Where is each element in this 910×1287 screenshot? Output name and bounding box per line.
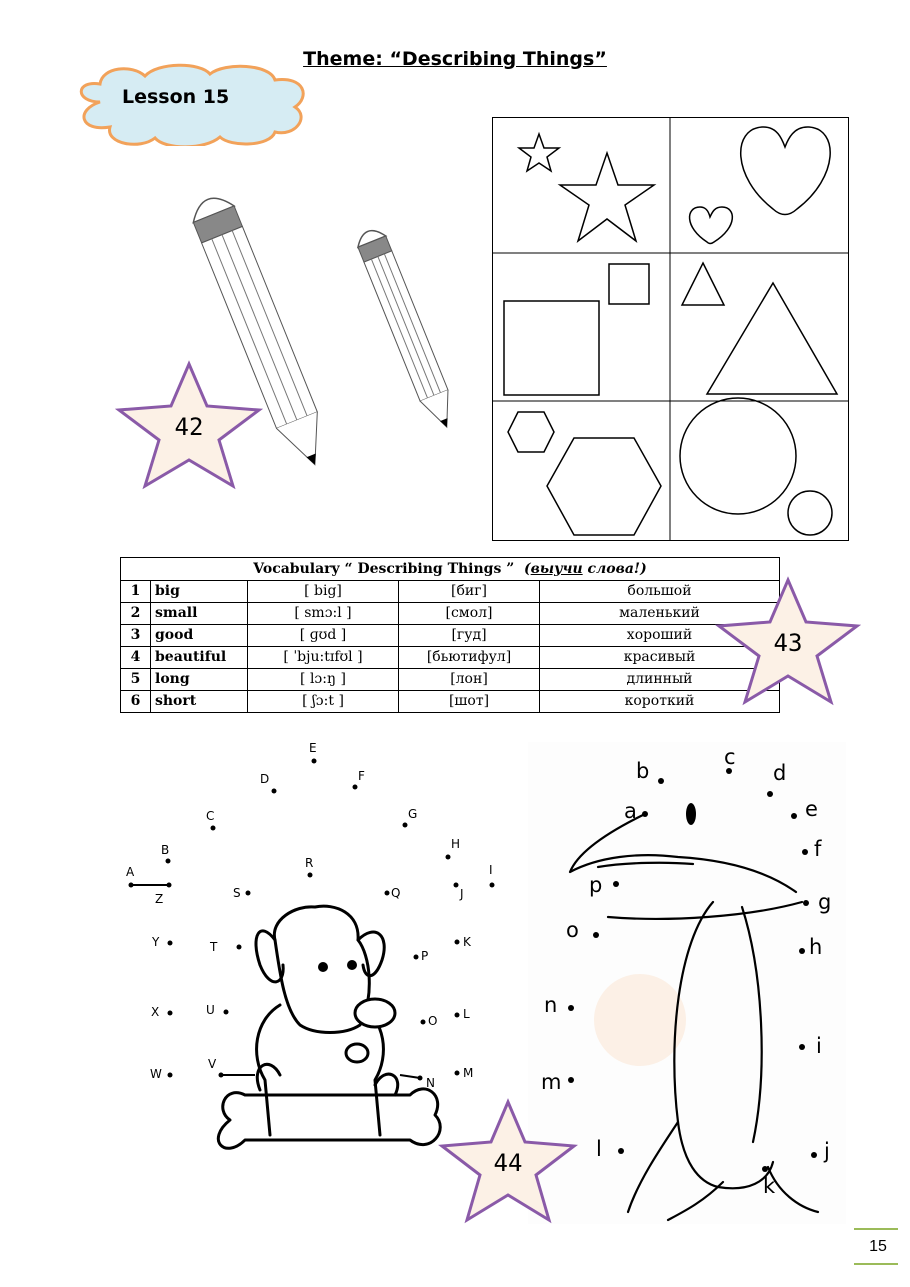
dot-label: j: [824, 1139, 830, 1163]
star-number-43: 43: [773, 629, 803, 657]
dot-label: P: [421, 949, 429, 963]
page-title: Theme: “Describing Things”: [303, 48, 607, 70]
table-row: 3 good [ ɡʊd ] [гуд] хороший: [121, 625, 780, 647]
shapes-grid: [492, 117, 850, 542]
table-row: 2 small [ smɔ:l ] [смол] маленький: [121, 603, 780, 625]
dot-label: l: [596, 1137, 602, 1161]
dot-label: n: [544, 993, 558, 1017]
dot-label: J: [460, 887, 464, 901]
dot-label: d: [773, 761, 787, 785]
vocabulary-heading: Vocabulary “ Describing Things ” (выучи слова!): [121, 558, 780, 581]
dot-label: U: [206, 1003, 215, 1017]
lesson-label: Lesson 15: [122, 86, 230, 108]
dot-label: B: [161, 843, 170, 857]
table-row: 4 beautiful [ ˈbju:tɪfʊl ] [бьютифул] красивый: [121, 647, 780, 669]
dot-label: X: [151, 1005, 160, 1019]
dot-label: S: [233, 886, 241, 900]
table-row: 5 long [ lɔ:ŋ ] [лон] длинный: [121, 669, 780, 691]
dot-label: A: [126, 865, 135, 879]
table-row: 6 short [ ʃɔ:t ] [шот] короткий: [121, 691, 780, 713]
dot-label: g: [818, 890, 832, 914]
table-row: 1 big [ big] [биг] большой: [121, 581, 780, 603]
dot-label: b: [636, 759, 650, 783]
dot-label: e: [805, 797, 818, 821]
dot-label: f: [814, 837, 822, 861]
dot-label: C: [206, 809, 215, 823]
dot-label: M: [463, 1066, 474, 1080]
dot-label: L: [463, 1007, 470, 1021]
dot-label: H: [451, 837, 461, 851]
dot-label: i: [816, 1034, 822, 1058]
dot-label: Q: [391, 886, 401, 900]
dot-label: I: [489, 863, 493, 877]
star-number-42: 42: [174, 413, 204, 441]
dot-label: c: [724, 745, 736, 769]
page-number-rule: [854, 1228, 898, 1230]
dot-label: o: [566, 918, 579, 942]
vocabulary-table: [120, 557, 780, 713]
dot-label: F: [358, 769, 365, 783]
page-number-rule: [854, 1263, 898, 1265]
dot-label: a: [624, 799, 637, 823]
dot-label: W: [150, 1067, 162, 1081]
dot-label: D: [260, 772, 270, 786]
pencil-small-illustration: [345, 222, 465, 447]
dot-label: V: [208, 1057, 217, 1071]
dot-label: K: [463, 935, 471, 949]
dot-label: Z: [155, 892, 164, 906]
dot-label: O: [428, 1014, 438, 1028]
dot-label: T: [210, 940, 218, 954]
page-number: 15: [869, 1238, 887, 1255]
star-number-44: 44: [493, 1149, 523, 1177]
dot-label: G: [408, 807, 418, 821]
dot-label: p: [589, 873, 603, 897]
dot-label: h: [809, 935, 823, 959]
dot-label: R: [305, 856, 314, 870]
dot-label: N: [426, 1076, 435, 1090]
dot-label: k: [763, 1174, 776, 1198]
dot-label: E: [309, 741, 317, 755]
dot-label: m: [541, 1070, 562, 1094]
dot-label: Y: [152, 935, 160, 949]
